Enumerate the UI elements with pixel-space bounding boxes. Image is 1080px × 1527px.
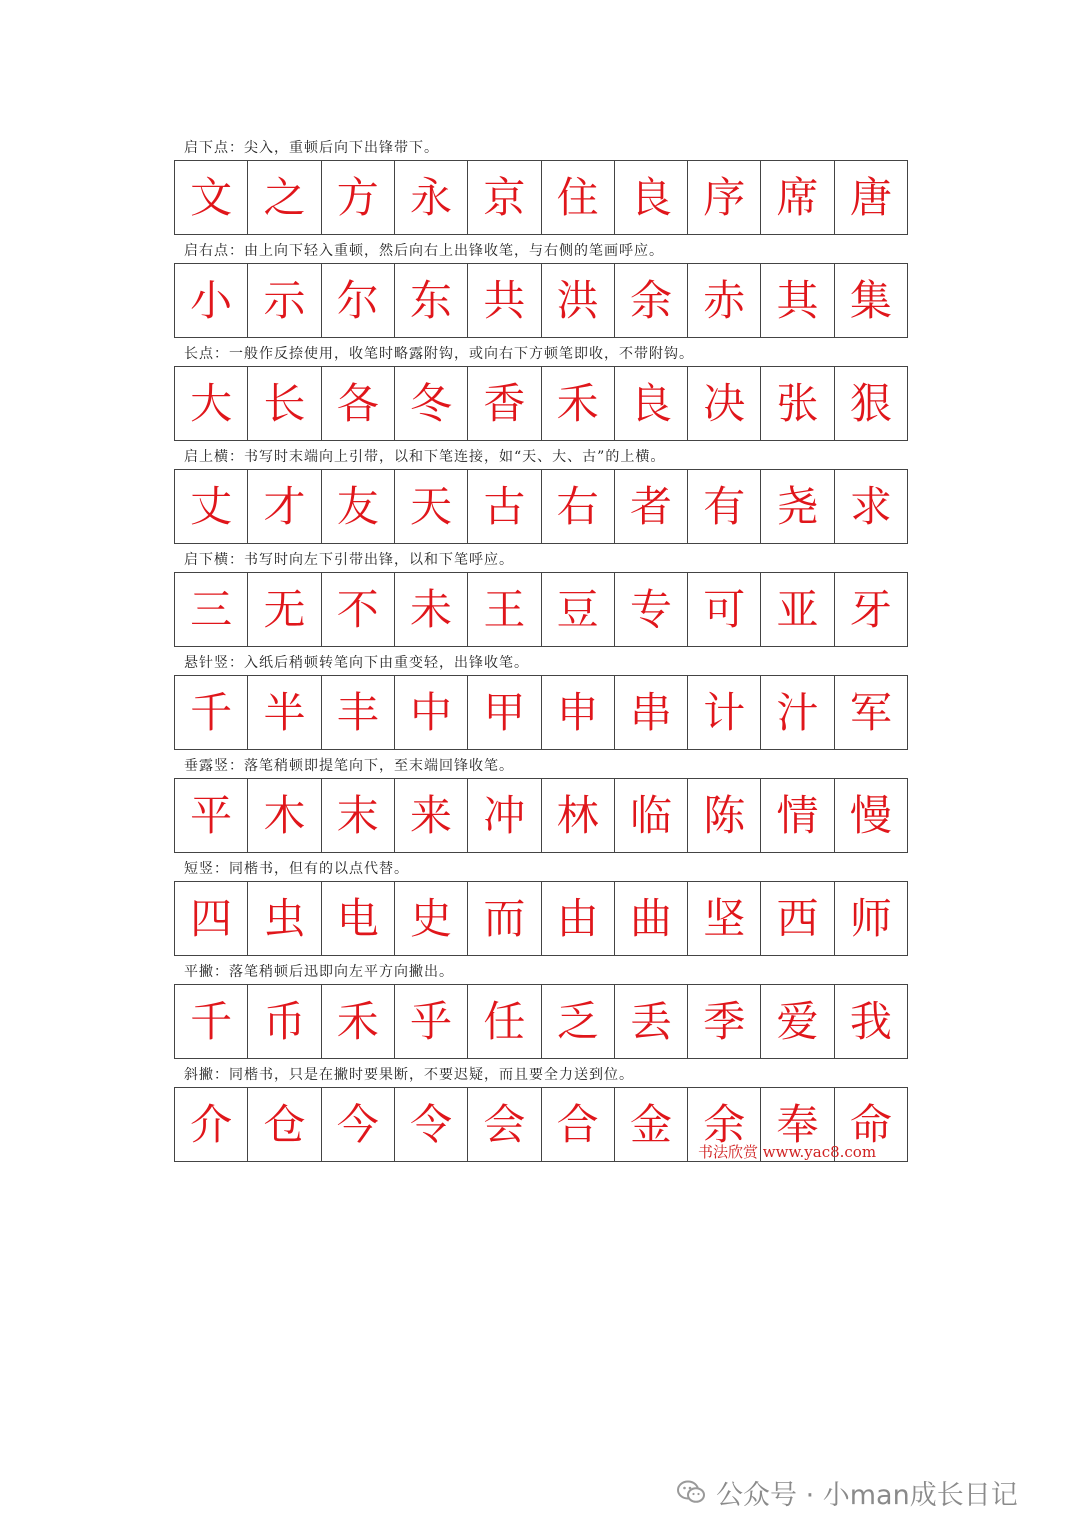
- character-cell: 其: [761, 264, 834, 338]
- character-cell: 千: [175, 985, 248, 1059]
- character-cell: 由: [542, 882, 615, 956]
- character-cell: 串: [615, 676, 688, 750]
- character-grid: [174, 984, 908, 1059]
- character-cell: 才: [248, 470, 321, 544]
- character-cell: 唐: [835, 161, 908, 235]
- character-cell: 尔: [322, 264, 395, 338]
- section-caption: 启下横：书写时向左下引带出锋，以和下笔呼应。: [184, 552, 514, 568]
- character-cell: 长: [248, 367, 321, 441]
- character-cell: 丢: [615, 985, 688, 1059]
- character-cell: 文: [175, 161, 248, 235]
- character-cell: 友: [322, 470, 395, 544]
- character-cell: 示: [248, 264, 321, 338]
- character-cell: 各: [322, 367, 395, 441]
- stroke-section: [174, 441, 908, 544]
- section-caption: 悬针竖：入纸后稍顿转笔向下由重变轻，出锋收笔。: [184, 655, 529, 671]
- character-cell: 席: [761, 161, 834, 235]
- character-cell: 亚: [761, 573, 834, 647]
- character-cell: 军: [835, 676, 908, 750]
- wechat-icon: [676, 1479, 706, 1505]
- stroke-section: [174, 647, 908, 750]
- character-cell: 命: [835, 1088, 908, 1162]
- character-grid: [174, 469, 908, 544]
- character-cell: 方: [322, 161, 395, 235]
- character-cell: 情: [761, 779, 834, 853]
- character-cell: 乏: [542, 985, 615, 1059]
- character-cell: 住: [542, 161, 615, 235]
- character-cell: 千: [175, 676, 248, 750]
- character-cell: 决: [688, 367, 761, 441]
- character-cell: 余: [688, 1088, 761, 1162]
- character-cell: 牙: [835, 573, 908, 647]
- character-cell: 东: [395, 264, 468, 338]
- character-cell: 虫: [248, 882, 321, 956]
- character-cell: 之: [248, 161, 321, 235]
- character-cell: 中: [395, 676, 468, 750]
- stroke-section: [174, 956, 908, 1059]
- character-cell: 木: [248, 779, 321, 853]
- character-cell: 乎: [395, 985, 468, 1059]
- character-cell: 介: [175, 1088, 248, 1162]
- character-cell: 令: [395, 1088, 468, 1162]
- character-cell: 金: [615, 1088, 688, 1162]
- character-cell: 永: [395, 161, 468, 235]
- character-grid: [174, 160, 908, 235]
- character-cell: 王: [468, 573, 541, 647]
- character-grid: [174, 572, 908, 647]
- footer-attribution: [676, 1472, 1018, 1512]
- character-cell: 禾: [542, 367, 615, 441]
- character-cell: 申: [542, 676, 615, 750]
- section-caption: 短竖：同楷书，但有的以点代替。: [184, 861, 409, 877]
- character-cell: 林: [542, 779, 615, 853]
- character-grid: [174, 881, 908, 956]
- section-caption: 斜撇：同楷书，只是在撇时要果断，不要迟疑，而且要全力送到位。: [184, 1067, 634, 1083]
- character-cell: 爱: [761, 985, 834, 1059]
- character-cell: 专: [615, 573, 688, 647]
- character-cell: 来: [395, 779, 468, 853]
- character-cell: 香: [468, 367, 541, 441]
- character-cell: 任: [468, 985, 541, 1059]
- site-watermark: 书法欣赏 www.yac8.com: [698, 1143, 877, 1161]
- character-cell: 序: [688, 161, 761, 235]
- character-cell: 共: [468, 264, 541, 338]
- character-cell: 古: [468, 470, 541, 544]
- stroke-section: [174, 132, 908, 235]
- character-cell: 良: [615, 161, 688, 235]
- character-cell: 小: [175, 264, 248, 338]
- character-cell: 币: [248, 985, 321, 1059]
- character-cell: 仓: [248, 1088, 321, 1162]
- character-cell: 今: [322, 1088, 395, 1162]
- stroke-section: [174, 235, 908, 338]
- section-caption: 长点：一般作反捺使用，收笔时略露附钩，或向右下方顿笔即收，不带附钩。: [184, 346, 694, 362]
- character-cell: 冲: [468, 779, 541, 853]
- character-grid: [174, 263, 908, 338]
- stroke-section: [174, 544, 908, 647]
- character-cell: 陈: [688, 779, 761, 853]
- section-caption: 垂露竖：落笔稍顿即提笔向下，至末端回锋收笔。: [184, 758, 514, 774]
- character-cell: 季: [688, 985, 761, 1059]
- character-cell: 曲: [615, 882, 688, 956]
- practice-sheet: [174, 132, 908, 1162]
- character-cell: 三: [175, 573, 248, 647]
- character-cell: 豆: [542, 573, 615, 647]
- character-cell: 而: [468, 882, 541, 956]
- character-cell: 可: [688, 573, 761, 647]
- character-cell: 计: [688, 676, 761, 750]
- character-cell: 平: [175, 779, 248, 853]
- character-cell: 史: [395, 882, 468, 956]
- character-cell: 禾: [322, 985, 395, 1059]
- character-cell: 丰: [322, 676, 395, 750]
- character-cell: 甲: [468, 676, 541, 750]
- character-cell: 不: [322, 573, 395, 647]
- character-cell: 右: [542, 470, 615, 544]
- character-cell: 集: [835, 264, 908, 338]
- character-cell: 者: [615, 470, 688, 544]
- character-grid: [174, 366, 908, 441]
- character-cell: 余: [615, 264, 688, 338]
- character-cell: 尧: [761, 470, 834, 544]
- section-caption: 启右点：由上向下轻入重顿，然后向右上出锋收笔，与右侧的笔画呼应。: [184, 243, 664, 259]
- character-grid: [174, 675, 908, 750]
- section-caption: 平撇：落笔稍顿后迅即向左平方向撇出。: [184, 964, 454, 980]
- character-cell: 大: [175, 367, 248, 441]
- character-cell: 会: [468, 1088, 541, 1162]
- character-grid: [174, 778, 908, 853]
- character-cell: 天: [395, 470, 468, 544]
- character-cell: 临: [615, 779, 688, 853]
- stroke-section: [174, 338, 908, 441]
- character-cell: 洪: [542, 264, 615, 338]
- character-cell: 良: [615, 367, 688, 441]
- character-cell: 合: [542, 1088, 615, 1162]
- character-cell: 半: [248, 676, 321, 750]
- character-cell: 张: [761, 367, 834, 441]
- character-cell: 电: [322, 882, 395, 956]
- character-cell: 奉: [761, 1088, 834, 1162]
- section-caption: 启下点：尖入，重顿后向下出锋带下。: [184, 140, 439, 156]
- character-cell: 京: [468, 161, 541, 235]
- character-cell: 未: [395, 573, 468, 647]
- stroke-section: [174, 853, 908, 956]
- character-cell: 狠: [835, 367, 908, 441]
- footer-text: 公众号 · 小man成长日记: [716, 1479, 1018, 1511]
- character-cell: 有: [688, 470, 761, 544]
- character-cell: 无: [248, 573, 321, 647]
- character-cell: 求: [835, 470, 908, 544]
- character-cell: 四: [175, 882, 248, 956]
- section-caption: 启上横：书写时末端向上引带，以和下笔连接，如“天、大、古”的上横。: [184, 449, 666, 465]
- character-cell: 汁: [761, 676, 834, 750]
- character-cell: 末: [322, 779, 395, 853]
- character-cell: 冬: [395, 367, 468, 441]
- character-cell: 慢: [835, 779, 908, 853]
- character-cell: 丈: [175, 470, 248, 544]
- stroke-section: [174, 750, 908, 853]
- character-cell: 我: [835, 985, 908, 1059]
- character-cell: 坚: [688, 882, 761, 956]
- character-cell: 师: [835, 882, 908, 956]
- character-cell: 赤: [688, 264, 761, 338]
- character-cell: 西: [761, 882, 834, 956]
